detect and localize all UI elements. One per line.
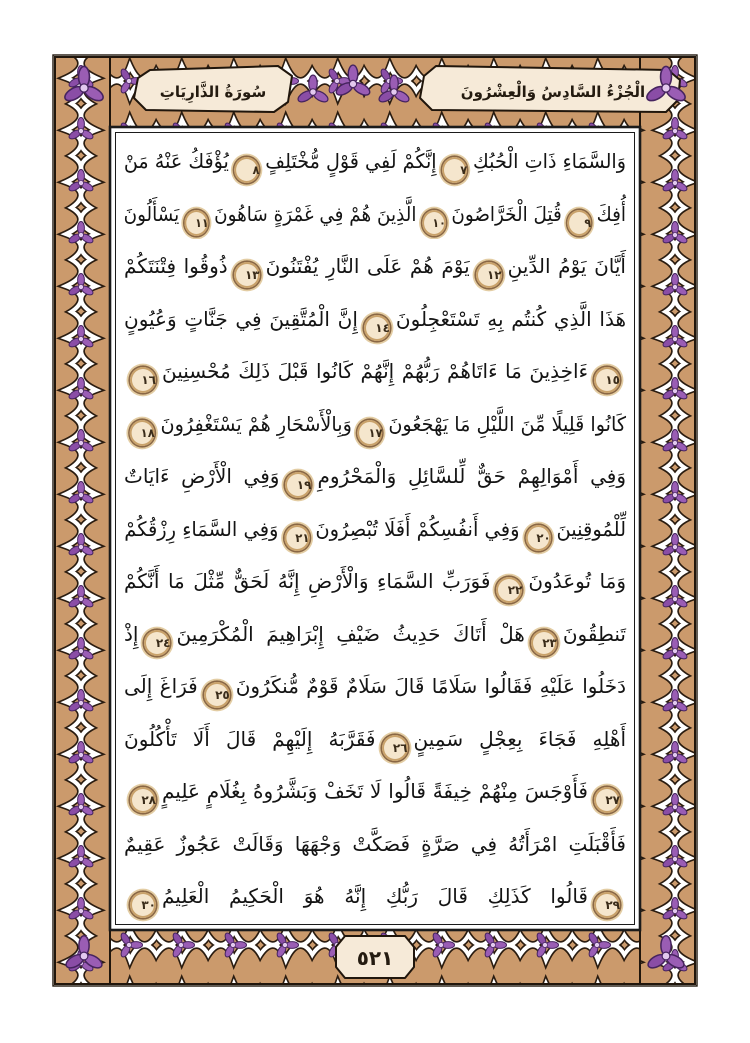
ayah-text: ذُوقُوا فِتْنَتَكُمْ	[124, 254, 228, 279]
ayah-number-rosette: ٢٠	[525, 525, 550, 551]
quran-line	[140, 398, 626, 451]
ayah-number-rosette: ٢٧	[594, 787, 620, 813]
ayah-number-rosette: ٢٥	[204, 682, 230, 708]
page-number: ٥٢١	[356, 946, 394, 970]
quran-line	[124, 660, 626, 713]
quran-line	[124, 240, 626, 293]
ayah-number-rosette: ٩	[567, 210, 591, 236]
ayah-text: فَرَاغَ إِلَى	[124, 674, 198, 699]
ayah-number-rosette: ١٨	[130, 420, 155, 446]
ayah-number-rosette: ١٥	[594, 367, 620, 393]
ayah-text: فَوَرَبِّ السَّمَاءِ وَالْأَرْضِ إِنَّهُ لَحَقٌّ مِّثْلَ مَا أَنَّكُمْ	[124, 569, 491, 594]
ayah-text: إِنَّكُمْ لَفِي قَوْلٍ مُّخْتَلِفٍ	[265, 149, 437, 173]
quran-line	[124, 870, 626, 923]
ayah-number-rosette: ٢٢	[496, 577, 522, 603]
ayah-text: يُؤْفَكُ عَنْهُ مَنْ	[123, 149, 229, 173]
ayah-text: أَهْلِهِ فَجَاءَ بِعِجْلٍ سَمِينٍ	[413, 726, 626, 751]
ayah-text: يَوْمَ هُمْ عَلَى النَّارِ يُفْتَنُونَ	[265, 254, 470, 279]
ayah-text: وَفِي أَمْوَالِهِمْ حَقٌّ لِّلسَّائِلِ وَالْمَحْرُومِ	[317, 464, 626, 489]
quran-line	[124, 450, 626, 503]
ayah-text: فَقَرَّبَهُ إِلَيْهِمْ قَالَ أَلَا تَأْكُلُونَ	[124, 726, 376, 751]
ayah-text: وَفِي السَّمَاءِ رِزْقُكُمْ	[124, 516, 279, 541]
ayah-text: الَّذِينَ هُمْ فِي غَمْرَةٍ سَاهُونَ	[214, 201, 417, 226]
quran-line	[124, 608, 626, 661]
quran-line	[123, 135, 626, 188]
ayah-number-rosette: ٧	[442, 157, 467, 183]
ayah-number-rosette: ١١	[185, 210, 209, 236]
juz-title: الْجُزْءُ السَّادِسُ وَالْعِشْرُونَ	[460, 83, 646, 101]
surah-title: سُورَةُ الذَّارِيَاتِ	[159, 83, 267, 101]
ayah-number-rosette: ١٠	[422, 210, 446, 236]
quran-lines	[124, 135, 626, 923]
quran-line	[124, 713, 626, 766]
quran-line	[124, 818, 626, 871]
ayah-number-rosette: ١٩	[285, 472, 311, 498]
ayah-number-rosette: ٢٨	[130, 787, 156, 813]
quran-line	[124, 503, 626, 556]
ayah-number-rosette: ٣٠	[130, 892, 156, 918]
ayah-number-rosette: ١٧	[358, 420, 383, 446]
ayah-number-rosette: ٨	[235, 157, 260, 183]
ayah-text: أَيَّانَ يَوْمُ الدِّينِ	[507, 254, 626, 279]
ayah-text: ءَاخِذِينَ مَا ءَاتَاهُمْ رَبُّهُمْ إِنَّهُمْ كَانُوا قَبْلَ ذَلِكَ مُحْسِنِينَ	[162, 359, 588, 384]
ayah-text: تَنطِقُونَ	[562, 621, 626, 646]
ayah-number-rosette: ١٣	[234, 262, 260, 288]
ayah-text: فَأَوْجَسَ مِنْهُمْ خِيفَةً قَالُوا لَا تَخَفْ وَبَشَّرُوهُ بِغُلَامٍ عَلِيمٍ	[162, 779, 588, 804]
ayah-text: دَخَلُوا عَلَيْهِ فَقَالُوا سَلَامًا قَالَ سَلَامٌ قَوْمٌ مُّنكَرُونَ	[235, 674, 627, 699]
ayah-text: وَبِالْأَسْحَارِ هُمْ يَسْتَغْفِرُونَ	[160, 411, 352, 436]
ayah-number-rosette: ٢٤	[144, 630, 170, 656]
ayah-text: أُفِكَ	[596, 201, 626, 226]
ayah-text: هَذَا الَّذِي كُنتُم بِهِ تَسْتَعْجِلُونَ	[395, 306, 627, 331]
ayah-text: إِذْ	[124, 621, 139, 646]
ayah-number-rosette: ١٦	[130, 367, 156, 393]
quran-line	[124, 555, 626, 608]
ayah-text: وَمَا تُوعَدُونَ	[528, 569, 626, 594]
quran-line	[124, 293, 626, 346]
ayah-text: فَأَقْبَلَتِ امْرَأَتُهُ فِي صَرَّةٍ فَصَكَّتْ وَجْهَهَا وَقَالَتْ عَجُوزٌ عَقِيمٌ	[124, 831, 626, 856]
ayah-text: لِّلْمُوقِنِينَ	[556, 516, 626, 541]
ayah-text: قُتِلَ الْخَرَّاصُونَ	[451, 201, 562, 226]
ayah-number-rosette: ٢٣	[531, 630, 557, 656]
quran-line	[123, 188, 626, 241]
ayah-text: إِنَّ الْمُتَّقِينَ فِي جَنَّاتٍ وَعُيُونٍ	[124, 306, 358, 331]
ayah-number-rosette: ١٢	[476, 262, 502, 288]
ayah-number-rosette: ٢١	[284, 525, 309, 551]
ayah-text: قَالُوا كَذَلِكِ قَالَ رَبُّكِ إِنَّهُ هُوَ الْحَكِيمُ الْعَلِيمُ	[162, 884, 588, 909]
ayah-text: وَفِي أَنفُسِكُمْ أَفَلَا تُبْصِرُونَ	[315, 516, 520, 541]
ayah-text: هَلْ أَتَاكَ حَدِيثُ ضَيْفِ إِبْرَاهِيمَ الْمُكْرَمِينَ	[176, 621, 525, 646]
ayah-text: كَانُوا قَلِيلًا مِّنَ اللَّيْلِ مَا يَهْجَعُونَ	[388, 411, 626, 436]
quran-line	[124, 345, 626, 398]
ayah-text: وَفِي الْأَرْضِ ءَايَاتٌ	[124, 464, 280, 489]
ayah-text: وَالسَّمَاءِ ذَاتِ الْحُبُكِ	[473, 149, 626, 173]
quran-line	[124, 765, 626, 818]
ayah-number-rosette: ١٤	[364, 315, 390, 341]
ayah-text: يَسْأَلُونَ	[123, 201, 180, 226]
ayah-number-rosette: ٢٦	[382, 735, 408, 761]
ayah-number-rosette: ٢٩	[594, 892, 620, 918]
